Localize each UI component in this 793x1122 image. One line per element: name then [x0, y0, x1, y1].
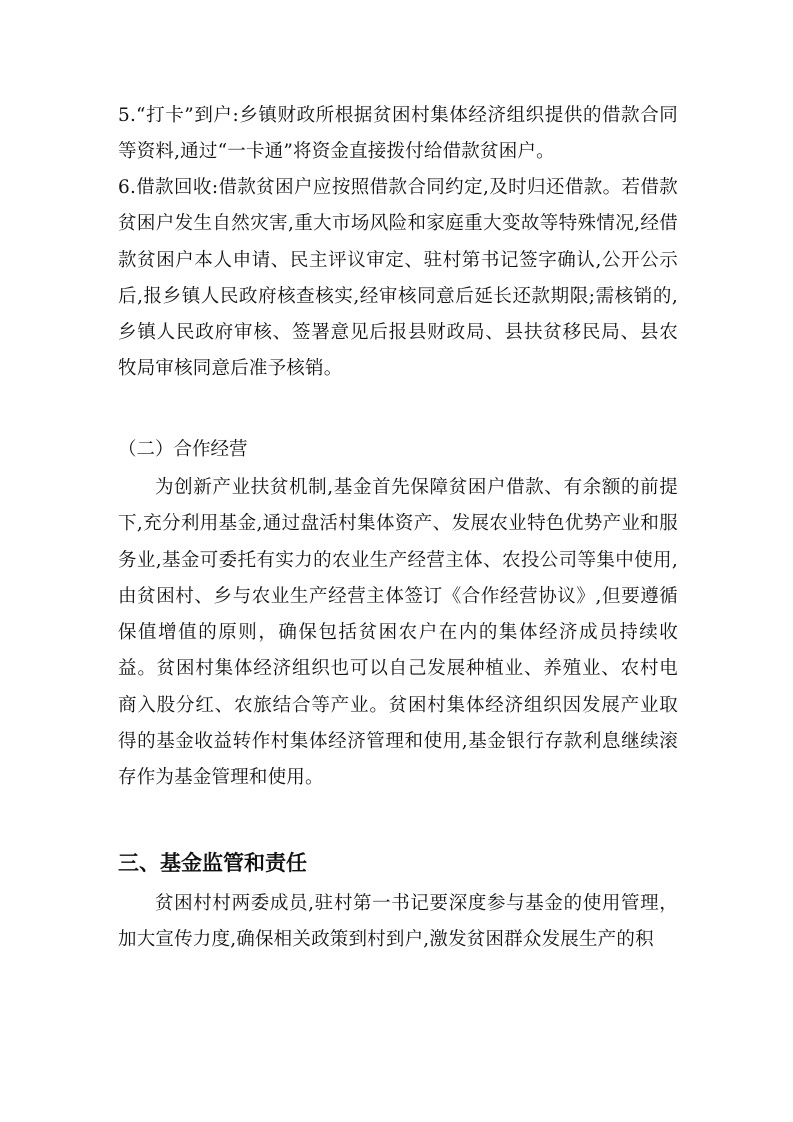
loan-recovery-item: 6.借款回收:借款贫困户应按照借款合同约定,及时归还借款。若借款贫困户发生自然灾害,重大市场风险和家庭重大变故等特殊情况,经借款贫困户本人申请、民主评议审定、驻村第书记签字确认,公开公示后,报乡镇人民政府核查核实,经审核同意后延长还款期限;需核销的,乡镇人民政府审核、签署意见后报县财政局、县扶贫移民局、县农牧局审核同意后准予核销。	[118, 177, 678, 380]
section-heading-supervision: 三、基金监管和责任	[118, 851, 307, 875]
subheading-cooperative-operation: （二）合作经营	[118, 439, 248, 460]
loan-disbursement-item: 5.“打卡”到户:乡镇财政所根据贫困村集体经济组织提供的借款合同等资料,通过“一卡通”将资金直接拨付给借款贫困户。	[118, 105, 678, 163]
cooperation-paragraph: 为创新产业扶贫机制,基金首先保障贫困户借款、有余额的前提下,充分利用基金,通过盘活村集体资产、发展农业特色优势产业和服务业,基金可委托有实力的农业生产经营主体、农投公司等集中使用,由贫困村、乡与农业生产经营主体签订《合作经营协议》,但要遵循保值增值的原则，确保包括贫困农户在内的集体经济成员持续收益。贫困村集体经济组织也可以自己发展种植业、养殖业、农村电商入股分红、农旅结合等产业。贫困村集体经济组织因发展产业取得的基金收益转作村集体经济管理和使用,基金银行存款利息继续滚存作为基金管理和使用。	[118, 477, 678, 789]
supervision-paragraph: 贫困村村两委成员,驻村第一书记要深度参与基金的使用管理，加大宣传力度,确保相关政策到村到户,激发贫困群众发展生产的积	[118, 893, 678, 951]
